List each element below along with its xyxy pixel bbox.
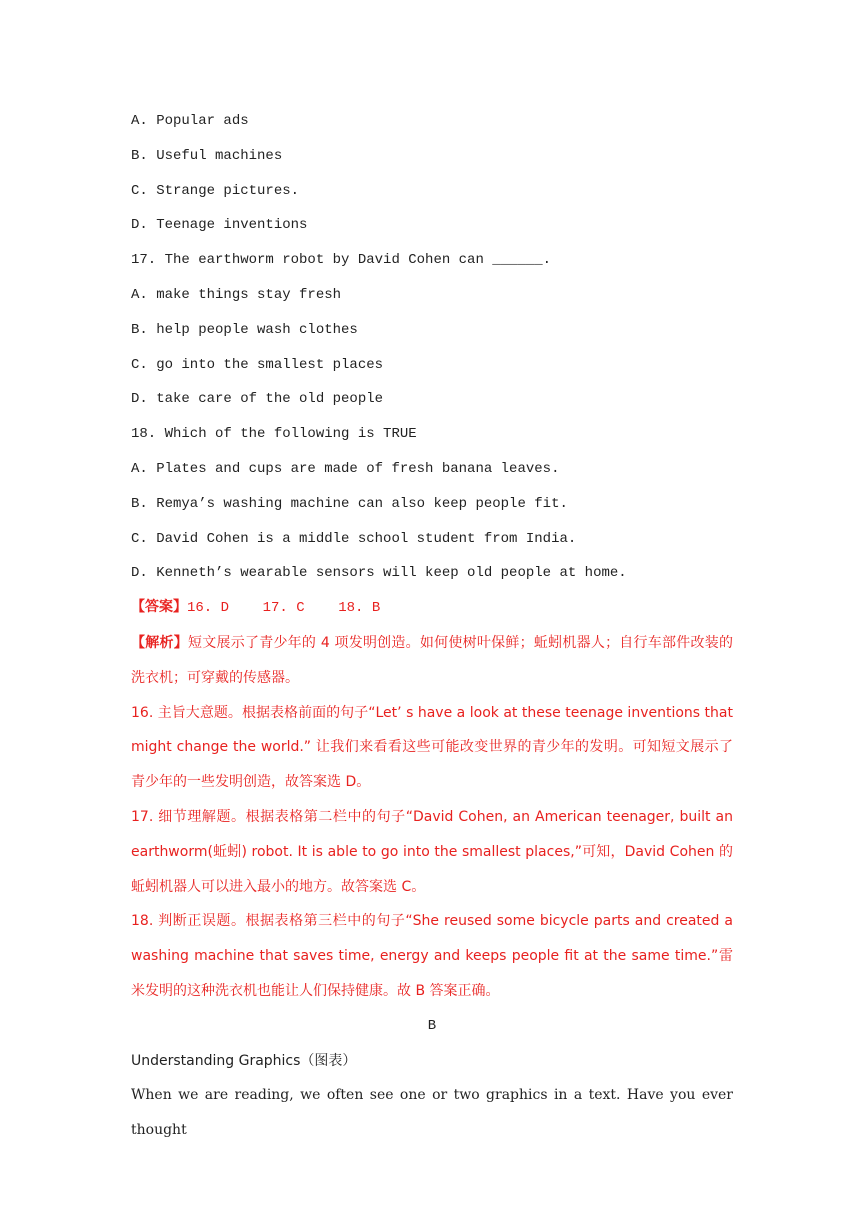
answer-line xyxy=(131,591,733,626)
q17-option-a: A. make things stay fresh xyxy=(131,286,342,303)
q18-option-c: C. David Cohen is a middle school student from India. xyxy=(131,530,577,547)
q17-option-c: C. go into the smallest places xyxy=(131,356,384,373)
q16-option-a: A. Popular ads xyxy=(131,113,249,129)
q17-stem: 17. The earthworm robot by David Cohen can ______. xyxy=(131,252,552,269)
q18-option-d: D. Kenneth’s wearable sensors will keep old people at home. xyxy=(131,565,627,582)
q16-option-b: B. Useful machines xyxy=(131,147,283,164)
explanation-16: 16. 主旨大意题。根据表格前面的句子“Let’ s have a look at these teenage inventions that might change the world.” 让我们来看看这些可能改变世界的青少年的发明。可知短文展示了青少年的一些发明创造，故答案选 D。 xyxy=(131,704,733,791)
q18-option-a: A. Plates and cups are made of fresh banana leaves. xyxy=(131,460,560,477)
answer-text: 16. D 17. C 18. B xyxy=(187,600,381,617)
section-heading: B xyxy=(427,1017,437,1034)
explanation-18: 18. 判断正误题。根据表格第三栏中的句子“She reused some bicycle parts and created a washing machine that saves time, energy and keeps people fit at the same time.”雷米发明的这种洗衣机也能让人们保持健康。故 B 答案正确。 xyxy=(131,913,733,999)
q17-option-b: B. help people wash clothes xyxy=(131,321,358,338)
passage-title: Understanding Graphics（图表） xyxy=(131,1052,357,1069)
answer-label: 【答案】 xyxy=(131,600,187,617)
q17-option-d: D. take care of the old people xyxy=(131,391,384,408)
q18-option-b: B. Remya’s washing machine can also keep people fit. xyxy=(131,495,568,512)
q16-option-c: C. Strange pictures. xyxy=(131,182,300,199)
explanation-17: 17. 细节理解题。根据表格第二栏中的句子“David Cohen, an American teenager, built an earthworm(蚯蚓) robot. It is able to go into the smallest places,”可知，David Cohen 的蚯蚓机器人可以进入最小的地方。故答案选 C。 xyxy=(131,808,733,895)
q18-stem: 18. Which of the following is TRUE xyxy=(131,426,417,443)
passage-first-line: When we are reading, we often see one or two graphics in a text. Have you ever thought xyxy=(131,1087,733,1139)
analysis-label: 【解析】 xyxy=(131,634,188,651)
document-content xyxy=(131,104,733,1148)
q16-option-d: D. Teenage inventions xyxy=(131,217,308,234)
analysis-intro-text: 短文展示了青少年的 4 项发明创造。如何使树叶保鲜；蚯蚓机器人；自行车部件改装的洗衣机；可穿戴的传感器。 xyxy=(131,634,734,686)
analysis-intro xyxy=(131,626,733,696)
